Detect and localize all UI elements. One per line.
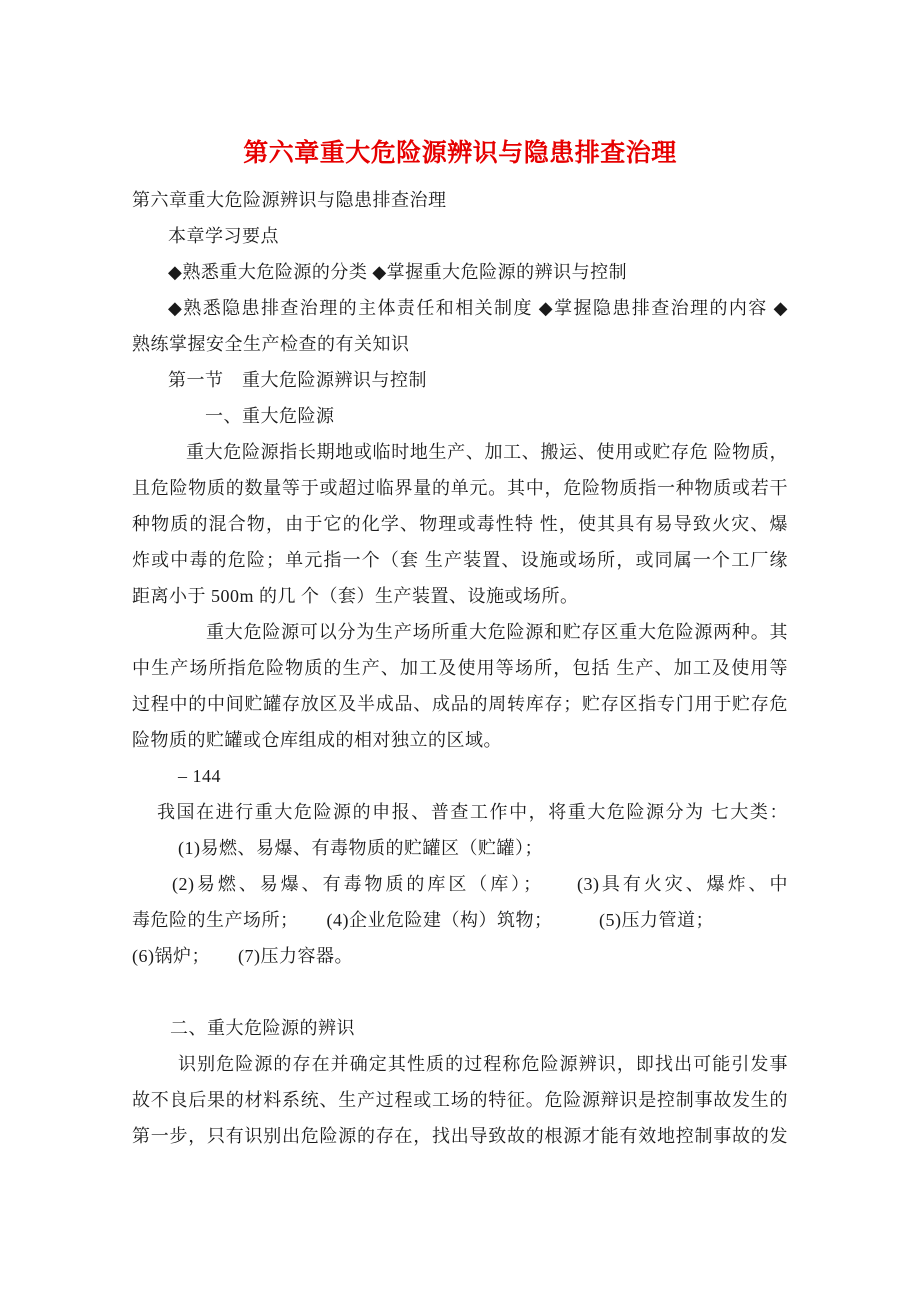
text-line: 炸或中毒的危险；单元指一个（套 生产装置、设施或场所，或同属一个工厂缘 xyxy=(132,550,788,570)
text-line: 中生产场所指危险物质的生产、加工及使用等场所，包括 生产、加工及使用等 xyxy=(132,658,788,678)
text-line: 第六章重大危险源辨识与隐患排查治理 xyxy=(132,190,447,210)
text-line: 重大危险源指长期地或临时地生产、加工、搬运、使用或贮存危 险物质， xyxy=(186,442,788,462)
text-line: 重大危险源可以分为生产场所重大危险源和贮存区重大危险源两种。其 xyxy=(206,622,788,642)
text-line: 毒危险的生产场所； (4)企业危险建（构）筑物； (5)压力管道； xyxy=(132,910,714,930)
text-line: 第一节 重大危险源辨识与控制 xyxy=(168,370,427,390)
text-line: ◆熟悉隐患排查治理的主体责任和相关制度 ◆掌握隐患排查治理的内容 ◆ xyxy=(168,298,788,318)
text-line: – 144 xyxy=(178,766,221,786)
text-line: 本章学习要点 xyxy=(168,226,279,246)
text-line: (6)锅炉； (7)压力容器。 xyxy=(132,946,353,966)
text-line: 熟练掌握安全生产检查的有关知识 xyxy=(132,334,410,354)
text-line: 且危险物质的数量等于或超过临界量的单元。其中，危险物质指一种物质或若干 xyxy=(132,478,788,498)
page-title: 第六章重大危险源辨识与隐患排查治理 xyxy=(243,140,677,167)
text-line: 故不良后果的材料系统、生产过程或工场的特征。危险源辩识是控制事故发生的 xyxy=(132,1090,788,1110)
text-line: 险物质的贮罐或仓库组成的相对独立的区域。 xyxy=(132,730,502,750)
blank-line xyxy=(132,974,788,1010)
text-line: ◆熟悉重大危险源的分类 ◆掌握重大危险源的辨识与控制 xyxy=(168,262,628,282)
text-line: 过程中的中间贮罐存放区及半成品、成品的周转库存；贮存区指专门用于贮存危 xyxy=(132,694,788,714)
text-line: 一、重大危险源 xyxy=(205,406,335,426)
text-line: 我国在进行重大危险源的申报、普查工作中，将重大危险源分为 七大类： xyxy=(157,802,788,822)
text-line: (1)易燃、易爆、有毒物质的贮罐区（贮罐）； xyxy=(178,838,543,858)
text-line: 第一步，只有识别出危险源的存在，找出导致故的根源才能有效地控制事故的发 xyxy=(132,1126,788,1146)
document-body xyxy=(132,182,788,1154)
text-line: 距离小于 500m 的几 个（套）生产装置、设施或场所。 xyxy=(132,586,579,606)
text-line: 识别危险源的存在并确定其性质的过程称危险源辨识，即找出可能引发事 xyxy=(178,1054,788,1074)
text-line: 二、重大危险源的辨识 xyxy=(170,1018,355,1038)
text-line: 种物质的混合物，由于它的化学、物理或毒性特 性，使其具有易导致火灾、爆 xyxy=(132,514,788,534)
text-line: (2)易燃、易爆、有毒物质的库区（库）； (3)具有火灾、爆炸、中 xyxy=(172,874,788,894)
